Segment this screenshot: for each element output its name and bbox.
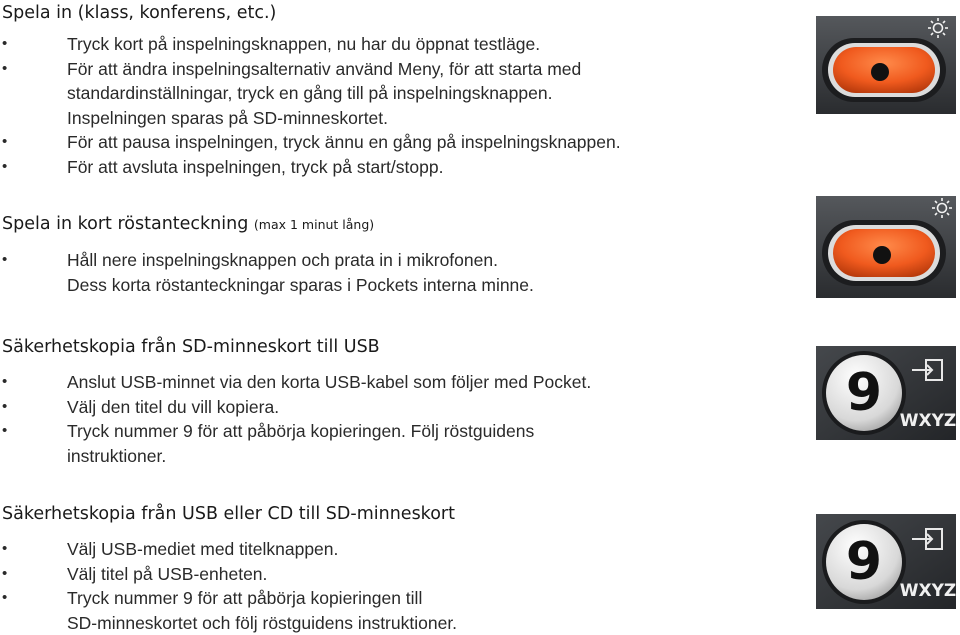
section-heading: Säkerhetskopia från USB eller CD till SD-minneskort [2, 504, 455, 524]
list-item: • Tryck nummer 9 för att påbörja kopieringen till SD-minneskortet och följ röstguidens instruktioner. [2, 588, 458, 633]
bullet-list [0, 370, 800, 468]
list-item: • Välj den titel du vill kopiera. [0, 395, 800, 420]
heading-note: (max 1 minut lång) [253, 217, 375, 232]
list-item: • För att avsluta inspelningen, tryck på start/stopp. [0, 155, 800, 180]
record-button-icon [816, 16, 956, 114]
section-heading: Spela in kort röstanteckning (max 1 minut lång) [2, 214, 375, 234]
section-voice-note [0, 213, 800, 297]
list-item: • Välj USB-mediet med titelknappen. [0, 537, 800, 562]
bullet-list [0, 248, 800, 297]
key-digit-text: 9 [845, 363, 883, 423]
record-button-photo [816, 196, 956, 298]
section-backup-usb-to-sd [0, 503, 800, 635]
record-button-icon [816, 196, 956, 298]
section-heading: Säkerhetskopia från SD-minneskort till USB [2, 337, 380, 357]
key-digit-text: 9 [845, 532, 883, 592]
section-heading: Spela in (klass, konferens, etc.) [2, 3, 277, 23]
record-button-photo [816, 16, 956, 114]
bullet-icon: • [2, 564, 8, 582]
list-item: • Anslut USB-minnet via den korta USB-kabel som följer med Pocket. [0, 370, 800, 395]
key-9-icon [816, 514, 956, 609]
bullet-icon: • [2, 35, 8, 52]
section-record [0, 2, 800, 179]
bullet-icon: • [2, 59, 8, 77]
list-item: • För att pausa inspelningen, tryck ännu en gång på inspelningsknappen. [0, 130, 800, 155]
bullet-icon: • [2, 397, 8, 415]
bullet-icon: • [2, 157, 8, 175]
bullet-list [0, 32, 800, 179]
bullet-icon: • [2, 251, 8, 268]
list-item: • Håll nere inspelningsknappen och prata in i mikrofonen. Dess korta röstanteckningar sparas i Pockets interna minne. [2, 250, 534, 295]
list-item: • Välj titel på USB-enheten. [0, 562, 800, 587]
bullet-icon: • [2, 422, 8, 439]
list-item: • För att ändra inspelningsalternativ använd Meny, för att starta med standardinställningar, tryck en gång till på inspelningsknappen. Inspelningen sparas på SD-minneskortet. [2, 58, 582, 128]
list-item: • Tryck nummer 9 för att påbörja kopieringen. Följ röstguidens instruktioner. [2, 421, 535, 466]
section-backup-sd-to-usb [0, 336, 800, 468]
list-item: • Tryck kort på inspelningsknappen, nu har du öppnat testläge. [0, 32, 800, 57]
bullet-icon: • [2, 589, 8, 606]
key-9-photo [816, 346, 956, 440]
bullet-list [0, 537, 800, 635]
bullet-icon: • [2, 540, 8, 557]
key-9-photo [816, 514, 956, 609]
key-letters-text: WXYZ [899, 581, 956, 601]
key-letters-text: WXYZ [899, 411, 956, 431]
key-9-icon [816, 346, 956, 440]
bullet-icon: • [2, 373, 8, 390]
bullet-icon: • [2, 133, 8, 150]
